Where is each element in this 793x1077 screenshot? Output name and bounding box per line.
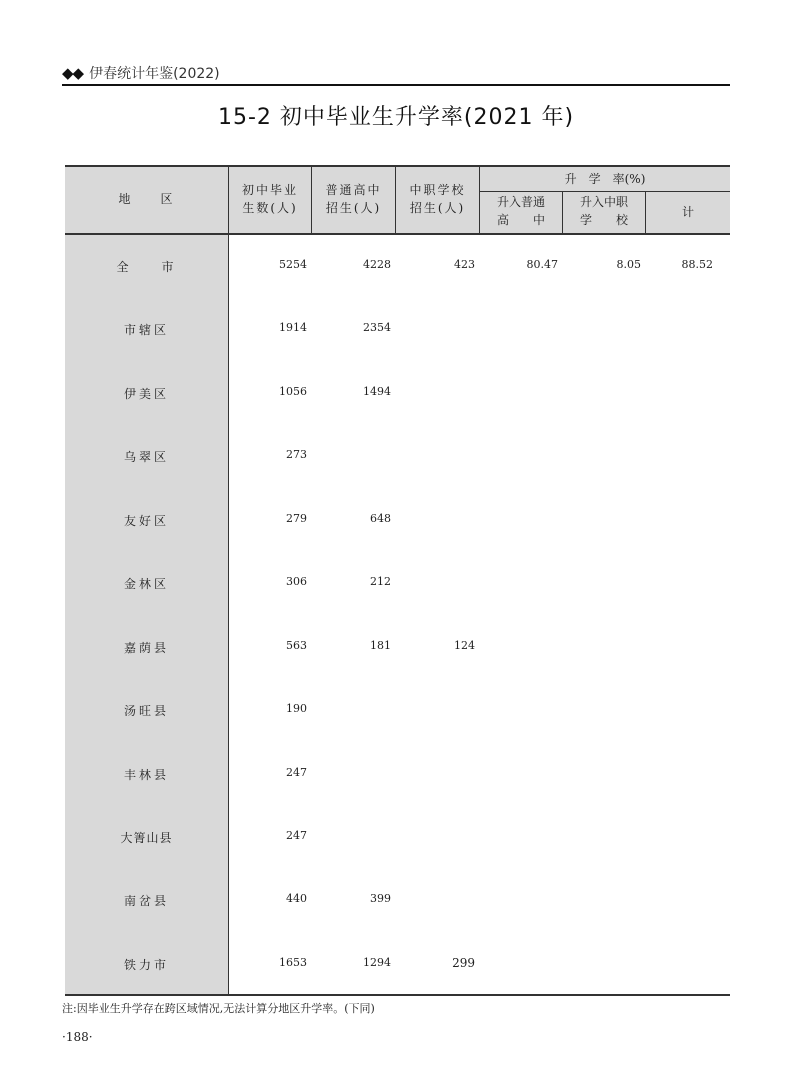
header-grads xyxy=(229,181,311,217)
cell-grads: 5254 xyxy=(279,258,307,271)
cell-grads: 440 xyxy=(286,892,307,905)
cell-vocational: 299 xyxy=(452,956,475,970)
table-bottom-rule xyxy=(65,994,730,996)
cell-grads: 247 xyxy=(286,829,307,842)
book-title: 伊春统计年鉴(2022) xyxy=(89,66,220,82)
row-region: 友好区 xyxy=(123,514,169,528)
header-rate-group: 升 学 率(%) xyxy=(564,172,646,186)
cell-high-school: 399 xyxy=(370,892,391,905)
cell-grads: 1056 xyxy=(279,385,307,398)
row-region: 全 市 xyxy=(116,260,177,274)
cell-high-school: 1494 xyxy=(363,385,391,398)
header-rate-high-line2: 高 中 xyxy=(496,213,545,227)
cell-high-school: 648 xyxy=(370,512,391,525)
header-rate-voc-line2: 学 校 xyxy=(579,213,628,227)
cell-rate-voc: 8.05 xyxy=(616,258,641,271)
header-vocational xyxy=(396,181,479,217)
diamond-icon: ◆◆ xyxy=(62,64,84,82)
row-region: 铁力市 xyxy=(123,958,169,972)
row-region: 南岔县 xyxy=(123,894,169,908)
table-title: 15-2 初中毕业生升学率(2021 年) xyxy=(217,105,575,130)
cell-vocational: 124 xyxy=(454,639,475,652)
header-rate-high xyxy=(480,193,562,229)
header-region: 地 区 xyxy=(118,192,175,206)
rate-group-rule xyxy=(479,191,730,192)
header-rate-high-line1: 升入普通 xyxy=(496,195,545,209)
cell-grads: 279 xyxy=(286,512,307,525)
row-region: 金林区 xyxy=(123,577,169,591)
header-rate-voc-line1: 升入中职 xyxy=(579,195,628,209)
page-number: ·188· xyxy=(62,1030,93,1044)
row-region: 乌翠区 xyxy=(123,450,169,464)
header-rate-total: 计 xyxy=(681,205,694,219)
cell-grads: 273 xyxy=(286,448,307,461)
cell-high-school: 212 xyxy=(370,575,391,588)
data-table xyxy=(65,165,730,995)
row-region: 伊美区 xyxy=(123,387,169,401)
table-top-rule xyxy=(65,165,730,167)
cell-high-school: 2354 xyxy=(363,321,391,334)
header-rule xyxy=(62,84,730,86)
row-region: 嘉荫县 xyxy=(123,641,169,655)
cell-high-school: 4228 xyxy=(363,258,391,271)
cell-rate-high: 80.47 xyxy=(526,258,558,271)
header-vocational-line2: 招生(人) xyxy=(409,201,466,215)
cell-vocational: 423 xyxy=(454,258,475,271)
cell-grads: 190 xyxy=(286,702,307,715)
cell-grads: 563 xyxy=(286,639,307,652)
cell-high-school: 181 xyxy=(370,639,391,652)
header-bottom-rule xyxy=(65,233,730,235)
row-region: 大箐山县 xyxy=(120,831,173,845)
running-header xyxy=(62,63,220,83)
header-grads-line2: 生数(人) xyxy=(242,201,298,215)
header-high-school-line1: 普通高中 xyxy=(325,183,382,197)
cell-grads: 247 xyxy=(286,766,307,779)
row-region: 市辖区 xyxy=(123,323,169,337)
header-high-school xyxy=(312,181,395,217)
row-region: 汤旺县 xyxy=(123,704,169,718)
cell-grads: 1914 xyxy=(279,321,307,334)
footnote: 注:因毕业生升学存在跨区域情况,无法计算分地区升学率。(下同) xyxy=(62,1002,375,1015)
region-column-background xyxy=(65,234,228,995)
row-region: 丰林县 xyxy=(123,768,169,782)
cell-grads: 306 xyxy=(286,575,307,588)
header-vocational-line1: 中职学校 xyxy=(409,183,466,197)
header-high-school-line2: 招生(人) xyxy=(325,201,382,215)
cell-high-school: 1294 xyxy=(363,956,391,969)
header-rate-voc xyxy=(563,193,645,229)
cell-rate-total: 88.52 xyxy=(681,258,713,271)
cell-grads: 1653 xyxy=(279,956,307,969)
header-grads-line1: 初中毕业 xyxy=(241,183,298,197)
